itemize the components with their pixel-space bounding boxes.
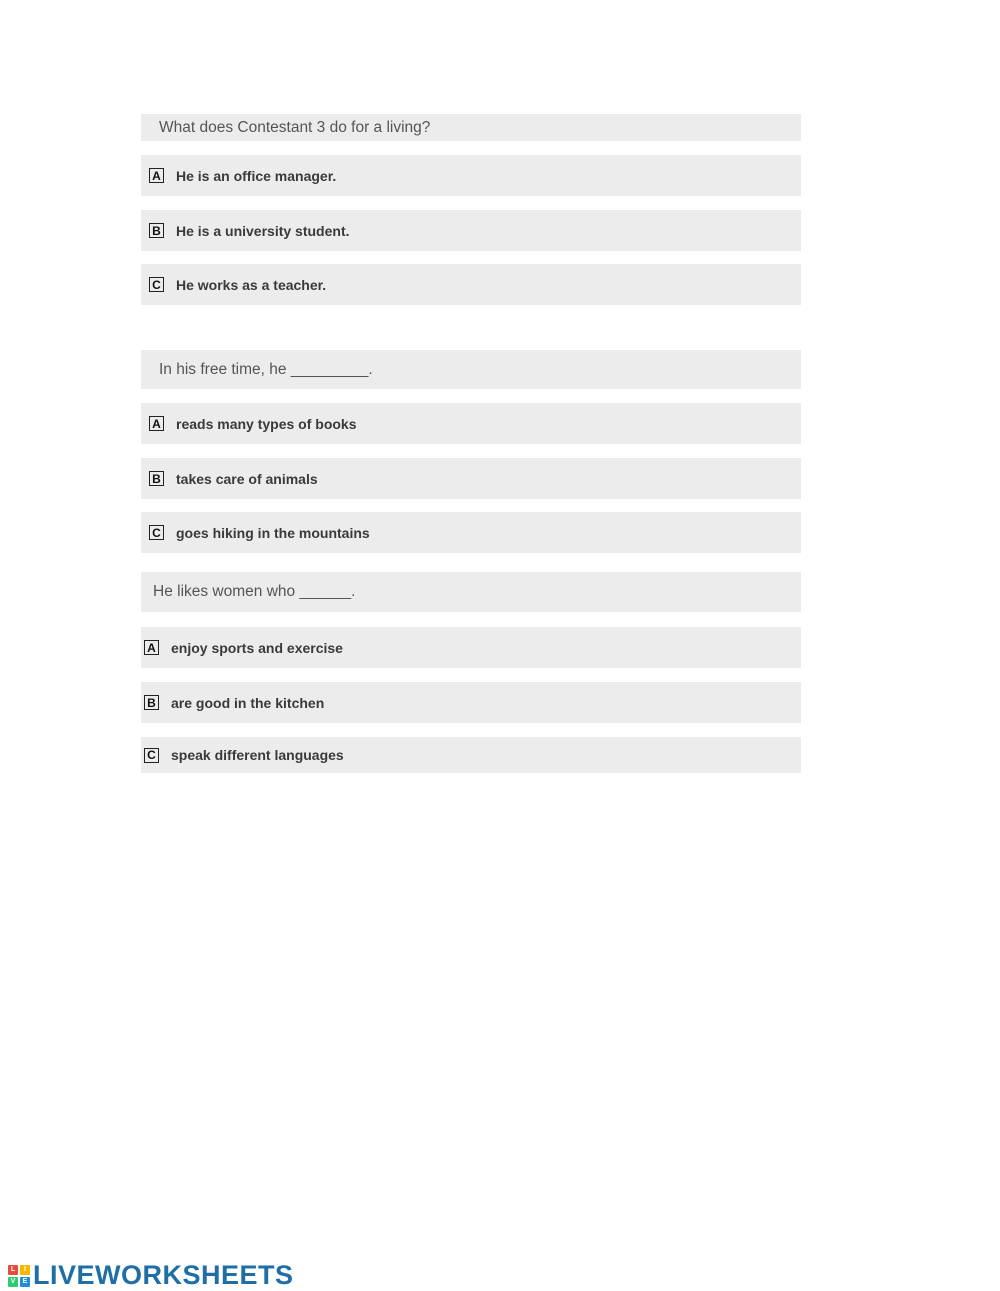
option-letter-box[interactable]: C [144, 748, 159, 763]
option-letter-box[interactable]: C [149, 525, 164, 540]
option-letter-box[interactable]: B [149, 471, 164, 486]
option-text: He is an office manager. [176, 167, 337, 184]
logo-grid-icon [8, 1265, 30, 1287]
question-prompt-text: In his free time, he _________. [159, 360, 373, 378]
question-3-option-a[interactable] [141, 627, 801, 668]
logo-letter-v: V [8, 1277, 18, 1287]
question-2-prompt [141, 350, 801, 389]
option-text: takes care of animals [176, 470, 318, 487]
question-1-prompt [141, 114, 801, 141]
option-letter-box[interactable]: C [149, 277, 164, 292]
liveworksheets-logo [8, 1260, 294, 1291]
question-2-option-b[interactable] [141, 458, 801, 499]
option-text: are good in the kitchen [171, 694, 325, 711]
option-letter-box[interactable]: B [149, 223, 164, 238]
logo-letter-e: E [20, 1277, 30, 1287]
option-letter-box[interactable]: A [144, 640, 159, 655]
option-text: reads many types of books [176, 415, 357, 432]
question-1-option-b[interactable] [141, 210, 801, 251]
option-text: speak different languages [171, 747, 344, 763]
question-3-option-c[interactable] [141, 737, 801, 773]
question-2-option-a[interactable] [141, 403, 801, 444]
option-text: goes hiking in the mountains [176, 524, 370, 541]
option-letter-box[interactable]: A [149, 168, 164, 183]
question-1-option-a[interactable] [141, 155, 801, 196]
question-1-option-c[interactable] [141, 264, 801, 305]
question-2-option-c[interactable] [141, 512, 801, 553]
option-text: He works as a teacher. [176, 276, 327, 293]
logo-text: LIVEWORKSHEETS [33, 1260, 294, 1290]
question-3-option-b[interactable] [141, 682, 801, 723]
logo-letter-i: I [20, 1265, 30, 1275]
option-text: He is a university student. [176, 222, 350, 239]
option-text: enjoy sports and exercise [171, 639, 343, 656]
question-3-prompt [141, 572, 801, 612]
option-letter-box[interactable]: A [149, 416, 164, 431]
option-letter-box[interactable]: B [144, 695, 159, 710]
question-prompt-text: What does Contestant 3 do for a living? [159, 118, 431, 136]
question-prompt-text: He likes women who ______. [153, 583, 356, 600]
logo-letter-l: L [8, 1265, 18, 1275]
